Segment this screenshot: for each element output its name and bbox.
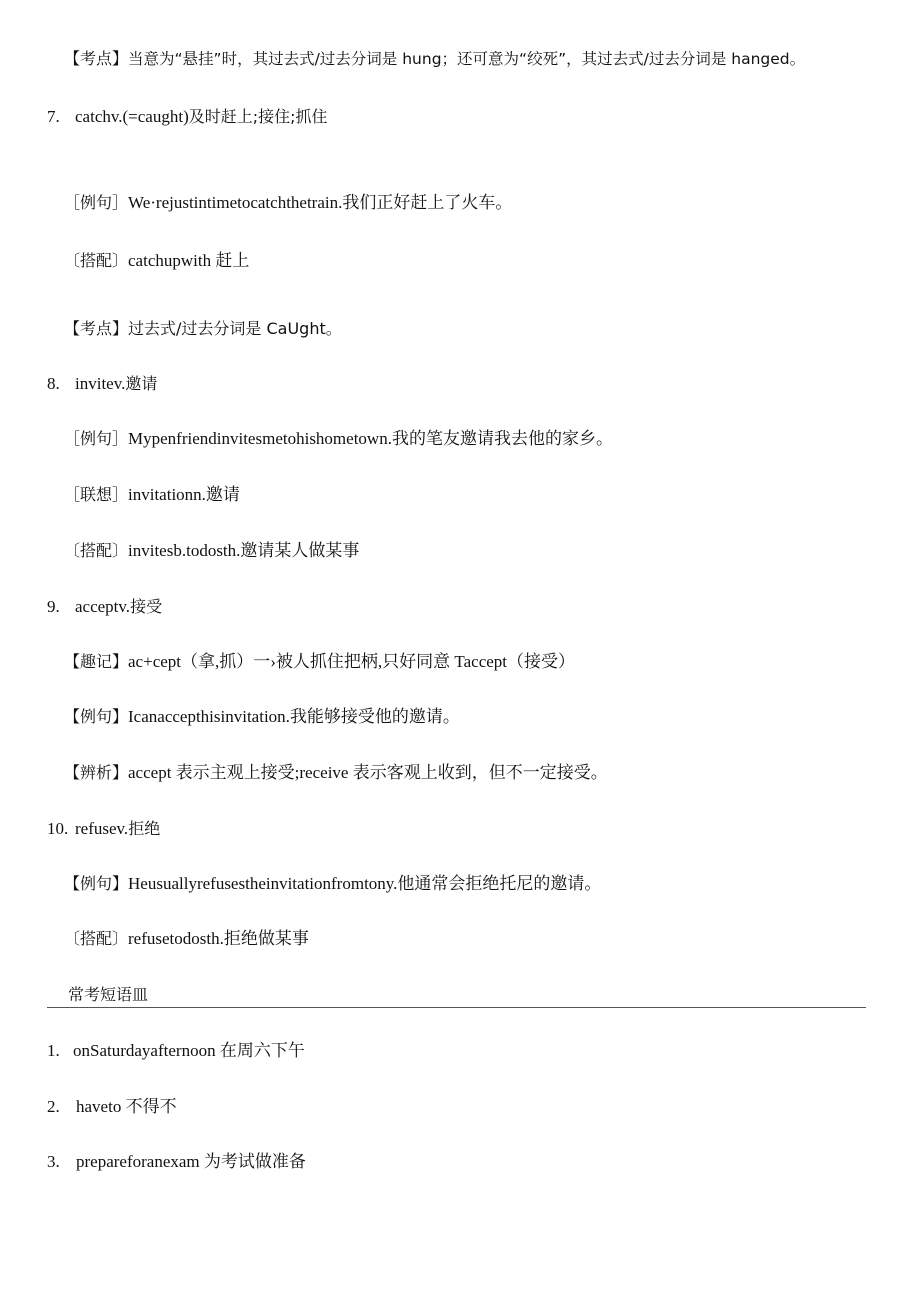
collocation-line	[64, 540, 359, 562]
example-tag: ［例句］	[64, 429, 129, 448]
note-text: 过去式/过去分词是 CaUght。	[128, 319, 342, 338]
note-text: 当意为“悬挂”时，其过去式/过去分词是 hung；还可意为“绞死”，其过去式/过去分词是 hanged。	[128, 50, 806, 68]
entry-meaning: 接受	[130, 597, 163, 616]
example-text: Mypenfriendinvitesmetohishometown.我的笔友邀请我去他的家乡。	[128, 429, 613, 448]
distinction-text: accept 表示主观上接受;receive 表示客观上收到，但不一定接受。	[128, 763, 608, 782]
distinction-tag: 【辨析】	[64, 763, 129, 782]
example-tag: ［例句］	[64, 193, 129, 212]
collocation-text: invitesb.todosth.邀请某人做某事	[128, 541, 360, 560]
entry-number: 8.	[47, 374, 60, 393]
entry-word: invitev.	[75, 374, 126, 393]
note-line	[64, 48, 805, 70]
example-line	[64, 706, 460, 728]
entry-number: 10.	[47, 819, 69, 838]
association-tag: ［联想］	[64, 485, 129, 504]
vocab-entry-10	[47, 818, 160, 840]
mnemonic-text: ac+cept（拿,抓）一›被人抓住把柄,只好同意 Taccept（接受）	[128, 652, 576, 671]
entry-meaning: 及时赶上;接住;抓住	[188, 107, 328, 126]
collocation-tag: 〔搭配〕	[64, 929, 129, 948]
phrase-text: onSaturdayafternoon 在周六下午	[73, 1041, 305, 1060]
note-tag: 【考点】	[64, 49, 129, 68]
association-text: invitationn.邀请	[128, 485, 240, 504]
section-title: 常考短语皿	[68, 985, 149, 1004]
example-line	[64, 428, 613, 450]
entry-word: catchv.(=caught)	[75, 107, 189, 126]
note-line	[64, 318, 342, 340]
note-tag: 【考点】	[64, 319, 129, 338]
phrase-number: 3.	[47, 1152, 60, 1171]
example-text: Icanaccepthisinvitation.我能够接受他的邀请。	[128, 707, 460, 726]
phrase-item	[47, 1151, 306, 1173]
section-divider	[47, 1007, 866, 1008]
phrase-item	[47, 1040, 305, 1062]
vocab-entry-9	[47, 596, 162, 618]
collocation-line	[64, 250, 249, 272]
association-line	[64, 484, 240, 506]
phrase-text: prepareforanexam 为考试做准备	[76, 1152, 306, 1171]
collocation-text: refusetodosth.拒绝做某事	[128, 929, 309, 948]
phrase-item	[47, 1096, 177, 1118]
mnemonic-tag: 【趣记】	[64, 652, 129, 671]
example-tag: 【例句】	[64, 874, 129, 893]
example-line	[64, 873, 601, 895]
vocab-entry-8	[47, 373, 157, 395]
example-tag: 【例句】	[64, 707, 129, 726]
entry-meaning: 邀请	[125, 374, 158, 393]
collocation-tag: 〔搭配〕	[64, 541, 129, 560]
vocab-entry-7	[47, 106, 328, 128]
entry-number: 9.	[47, 597, 60, 616]
entry-word: acceptv.	[75, 597, 131, 616]
entry-number: 7.	[47, 107, 60, 126]
entry-meaning: 拒绝	[128, 819, 161, 838]
phrase-number: 2.	[47, 1097, 60, 1116]
phrase-number: 1.	[47, 1041, 60, 1060]
collocation-line	[64, 928, 309, 950]
example-text: Heusuallyrefusestheinvitationfromtony.他通常会拒绝托尼的邀请。	[128, 874, 602, 893]
mnemonic-line	[64, 651, 575, 673]
distinction-line	[64, 762, 608, 784]
collocation-text: catchupwith 赶上	[128, 251, 250, 270]
example-text: We·rejustintimetocatchthetrain.我们正好赶上了火车。	[128, 193, 513, 212]
collocation-tag: 〔搭配〕	[64, 251, 129, 270]
phrase-text: haveto 不得不	[76, 1097, 177, 1116]
example-line	[64, 192, 512, 214]
entry-word: refusev.	[75, 819, 129, 838]
